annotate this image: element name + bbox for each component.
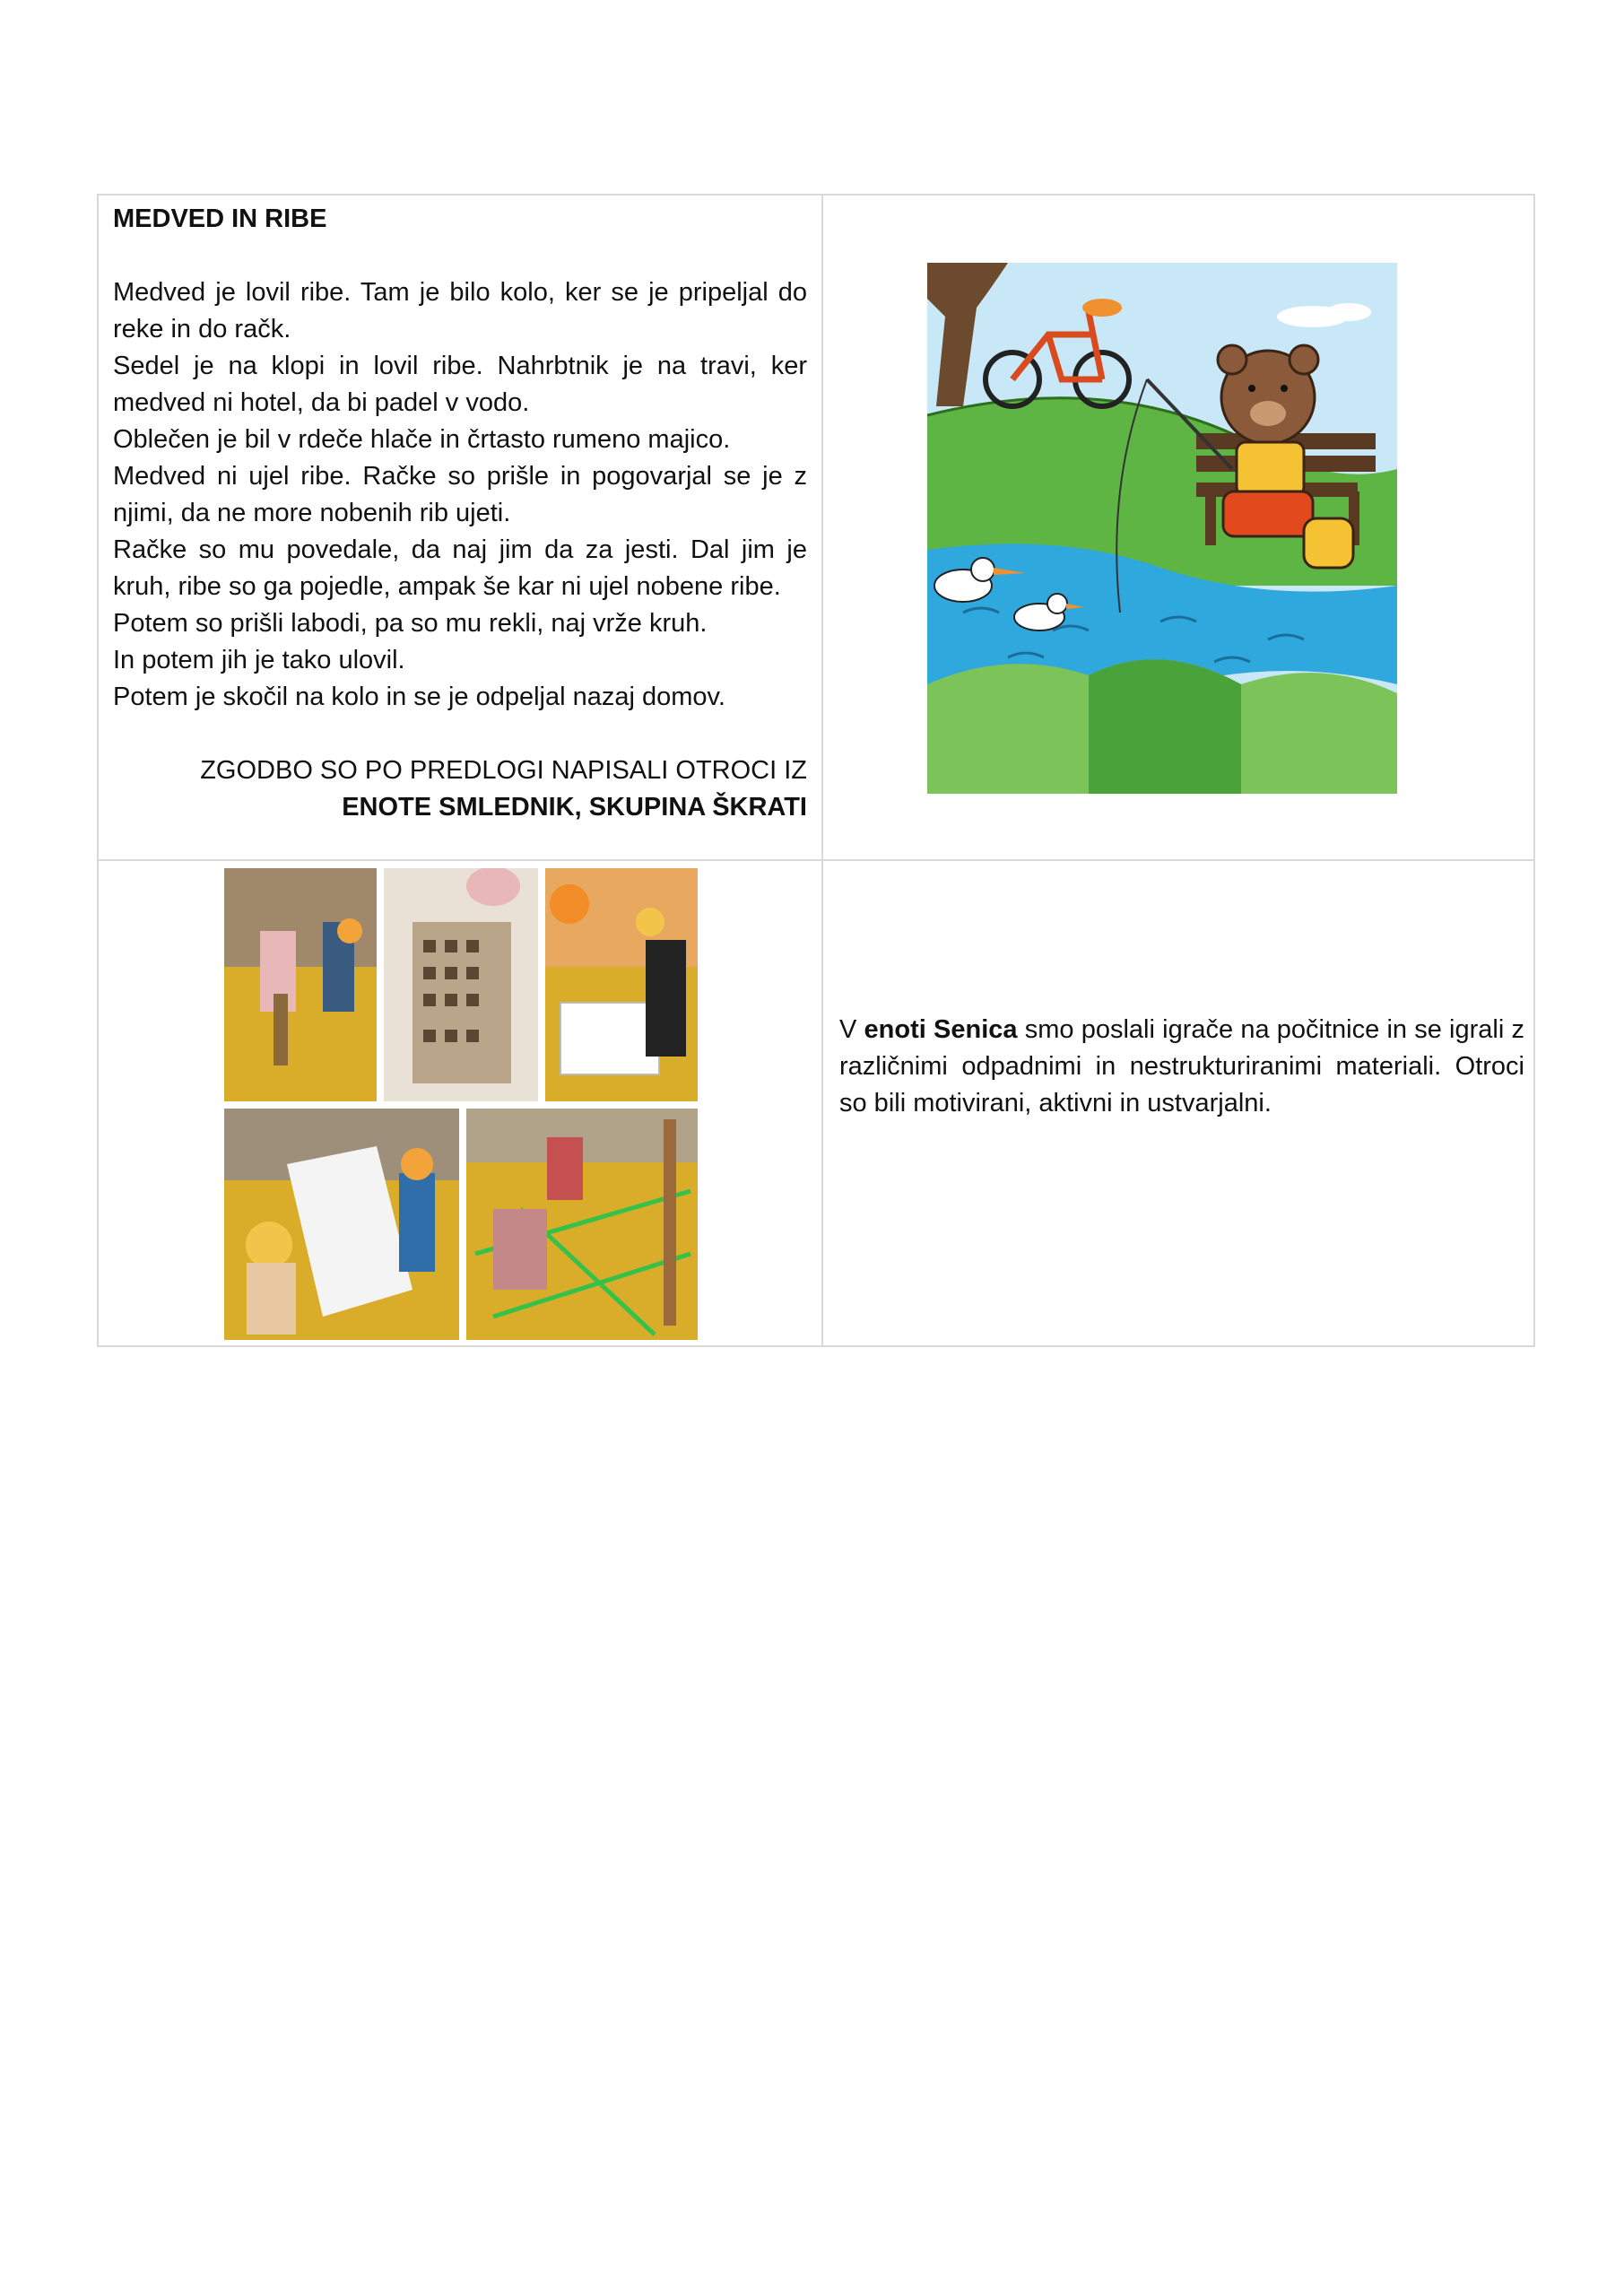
senica-photo-collage xyxy=(224,868,698,1340)
senica-prefix: V xyxy=(839,1015,864,1044)
story-credit xyxy=(113,752,807,826)
story-line: Sedel je na klopi in lovil ribe. Nahrbtnik je na travi, ker medved ni hotel, da bi padel v vodo. xyxy=(113,352,807,417)
story-line: Potem je skočil na kolo in se je odpeljal nazaj domov. xyxy=(113,683,725,711)
bear-fishing-illustration xyxy=(927,263,1397,794)
senica-text xyxy=(839,1012,1524,1122)
collage-photo-4 xyxy=(224,1109,459,1340)
story-body xyxy=(113,274,807,716)
story-line: Račke so mu povedale, da naj jim da za jesti. Dal jim je kruh, ribe so ga pojedle, ampak še kar ni ujel nobene ribe. xyxy=(113,535,807,601)
story-line: In potem jih je tako ulovil. xyxy=(113,646,405,674)
content-table xyxy=(97,194,1535,1347)
story-line: Potem so prišli labodi, pa so mu rekli, naj vrže kruh. xyxy=(113,609,708,638)
table-column-divider xyxy=(821,196,823,1345)
credit-line-2: ENOTE SMLEDNIK, SKUPINA ŠKRATI xyxy=(342,793,807,822)
senica-body: smo poslali igrače na počitnice in se igrali z različnimi odpadnimi in nestrukturiranimi materiali. Otroci so bili motivirani, aktivni in ustvarjalni. xyxy=(839,1015,1525,1118)
collage-photo-5 xyxy=(466,1109,698,1340)
story-line: Medved ni ujel ribe. Račke so prišle in pogovarjal se je z njimi, da ne more nobenih rib ujeti. xyxy=(113,462,807,527)
credit-line-1: ZGODBO SO PO PREDLOGI NAPISALI OTROCI IZ xyxy=(200,756,807,785)
story-title: MEDVED IN RIBE xyxy=(113,204,327,233)
story-line: Medved je lovil ribe. Tam je bilo kolo, ker se je pripeljal do reke in do račk. xyxy=(113,278,807,344)
collage-photo-2 xyxy=(384,868,538,1101)
table-row-divider xyxy=(99,859,1533,861)
story-cell xyxy=(113,196,807,859)
story-line: Oblečen je bil v rdeče hlače in črtasto rumeno majico. xyxy=(113,425,731,454)
senica-bold: enoti Senica xyxy=(864,1015,1018,1044)
collage-photo-1 xyxy=(224,868,377,1101)
collage-photo-3 xyxy=(545,868,698,1101)
